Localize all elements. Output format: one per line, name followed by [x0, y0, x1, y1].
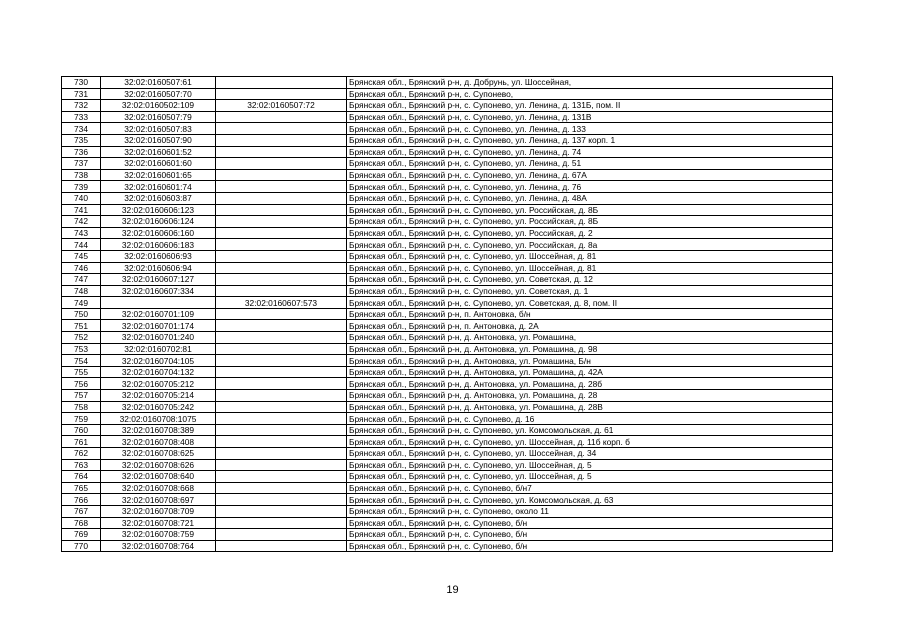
row-number-cell: 769 — [62, 529, 101, 541]
related-cadastral-number-cell — [216, 436, 347, 448]
address-cell: Брянская обл., Брянский р-н, с. Супонево, — [347, 88, 833, 100]
row-number-cell: 730 — [62, 77, 101, 89]
cadastral-number-cell: 32:02:0160708:640 — [101, 471, 216, 483]
table-row — [62, 459, 833, 471]
cadastral-number-cell: 32:02:0160701:109 — [101, 308, 216, 320]
table-row — [62, 401, 833, 413]
row-number-cell: 742 — [62, 216, 101, 228]
related-cadastral-number-cell — [216, 262, 347, 274]
related-cadastral-number-cell — [216, 274, 347, 286]
related-cadastral-number-cell — [216, 459, 347, 471]
row-number-cell: 735 — [62, 134, 101, 146]
cadastral-number-cell: 32:02:0160708:626 — [101, 459, 216, 471]
address-cell: Брянская обл., Брянский р-н, д. Антоновка, ул. Ромашина, Б/н — [347, 355, 833, 367]
address-cell: Брянская обл., Брянский р-н, д. Антоновка, ул. Ромашина, — [347, 332, 833, 344]
related-cadastral-number-cell — [216, 332, 347, 344]
table-row — [62, 158, 833, 170]
cadastral-number-cell: 32:02:0160606:124 — [101, 216, 216, 228]
cadastral-number-cell: 32:02:0160507:90 — [101, 134, 216, 146]
row-number-cell: 760 — [62, 424, 101, 436]
table-row — [62, 181, 833, 193]
address-cell: Брянская обл., Брянский р-н, с. Супонево, ул. Ленина, д. 131Б, пом. II — [347, 100, 833, 112]
cadastral-number-cell: 32:02:0160708:764 — [101, 540, 216, 552]
cadastral-number-cell: 32:02:0160603:87 — [101, 192, 216, 204]
row-number-cell: 741 — [62, 204, 101, 216]
related-cadastral-number-cell — [216, 471, 347, 483]
row-number-cell: 731 — [62, 88, 101, 100]
related-cadastral-number-cell — [216, 343, 347, 355]
table-row — [62, 505, 833, 517]
address-cell: Брянская обл., Брянский р-н, с. Супонево, ул. Ленина, д. 74 — [347, 146, 833, 158]
table-row — [62, 146, 833, 158]
address-cell: Брянская обл., Брянский р-н, с. Супонево, б/н — [347, 540, 833, 552]
cadastral-number-cell: 32:02:0160606:183 — [101, 239, 216, 251]
cadastral-number-cell: 32:02:0160705:242 — [101, 401, 216, 413]
related-cadastral-number-cell — [216, 111, 347, 123]
cadastral-number-cell: 32:02:0160507:83 — [101, 123, 216, 135]
address-cell: Брянская обл., Брянский р-н, д. Антоновка, ул. Ромашина, д. 28В — [347, 401, 833, 413]
row-number-cell: 753 — [62, 343, 101, 355]
related-cadastral-number-cell — [216, 123, 347, 135]
address-cell: Брянская обл., Брянский р-н, с. Супонево, ул. Шоссейная, д. 11б корп. б — [347, 436, 833, 448]
cadastral-number-cell: 32:02:0160708:759 — [101, 529, 216, 541]
table-row — [62, 366, 833, 378]
cadastral-number-cell: 32:02:0160502:109 — [101, 100, 216, 112]
table-row — [62, 529, 833, 541]
cadastral-number-cell: 32:02:0160606:93 — [101, 250, 216, 262]
table-row — [62, 308, 833, 320]
cadastral-number-cell: 32:02:0160705:214 — [101, 390, 216, 402]
cadastral-number-cell: 32:02:0160708:625 — [101, 448, 216, 460]
table-row — [62, 471, 833, 483]
related-cadastral-number-cell — [216, 424, 347, 436]
cadastral-number-cell: 32:02:0160708:721 — [101, 517, 216, 529]
address-cell: Брянская обл., Брянский р-н, с. Супонево, ул. Шоссейная, д. 81 — [347, 250, 833, 262]
related-cadastral-number-cell — [216, 227, 347, 239]
related-cadastral-number-cell: 32:02:0160507:72 — [216, 100, 347, 112]
table-row — [62, 413, 833, 425]
related-cadastral-number-cell — [216, 169, 347, 181]
table-body — [62, 77, 833, 552]
related-cadastral-number-cell — [216, 88, 347, 100]
cadastral-number-cell: 32:02:0160708:709 — [101, 505, 216, 517]
table-row — [62, 424, 833, 436]
table-row — [62, 517, 833, 529]
table-row — [62, 482, 833, 494]
table-row — [62, 297, 833, 309]
address-cell: Брянская обл., Брянский р-н, п. Антоновка, д. 2А — [347, 320, 833, 332]
table-row — [62, 285, 833, 297]
address-cell: Брянская обл., Брянский р-н, с. Супонево, ул. Шоссейная, д. 5 — [347, 459, 833, 471]
address-cell: Брянская обл., Брянский р-н, с. Супонево, ул. Шоссейная, д. 81 — [347, 262, 833, 274]
table-row — [62, 77, 833, 89]
related-cadastral-number-cell — [216, 529, 347, 541]
related-cadastral-number-cell — [216, 204, 347, 216]
cadastral-number-cell: 32:02:0160601:74 — [101, 181, 216, 193]
cadastral-number-cell: 32:02:0160607:334 — [101, 285, 216, 297]
cadastral-number-cell: 32:02:0160701:174 — [101, 320, 216, 332]
table-row — [62, 332, 833, 344]
cadastral-number-cell: 32:02:0160704:105 — [101, 355, 216, 367]
cadastral-number-cell: 32:02:0160606:123 — [101, 204, 216, 216]
address-cell: Брянская обл., Брянский р-н, с. Супонево, ул. Комсомольская, д. 63 — [347, 494, 833, 506]
row-number-cell: 756 — [62, 378, 101, 390]
related-cadastral-number-cell — [216, 285, 347, 297]
cadastral-number-cell: 32:02:0160708:389 — [101, 424, 216, 436]
address-cell: Брянская обл., Брянский р-н, с. Супонево, д. 16 — [347, 413, 833, 425]
table-row — [62, 448, 833, 460]
cadastral-number-cell: 32:02:0160705:212 — [101, 378, 216, 390]
related-cadastral-number-cell — [216, 413, 347, 425]
table-row — [62, 204, 833, 216]
address-cell: Брянская обл., Брянский р-н, с. Супонево, ул. Российская, д. 8Б — [347, 204, 833, 216]
table-row — [62, 343, 833, 355]
row-number-cell: 732 — [62, 100, 101, 112]
table-row — [62, 390, 833, 402]
page-number: 19 — [446, 584, 459, 596]
related-cadastral-number-cell — [216, 401, 347, 413]
row-number-cell: 767 — [62, 505, 101, 517]
row-number-cell: 749 — [62, 297, 101, 309]
cadastral-number-cell: 32:02:0160507:61 — [101, 77, 216, 89]
row-number-cell: 754 — [62, 355, 101, 367]
related-cadastral-number-cell — [216, 320, 347, 332]
related-cadastral-number-cell — [216, 216, 347, 228]
related-cadastral-number-cell — [216, 378, 347, 390]
cadastral-number-cell: 32:02:0160708:408 — [101, 436, 216, 448]
cadastral-number-cell: 32:02:0160708:697 — [101, 494, 216, 506]
table-row — [62, 494, 833, 506]
row-number-cell: 737 — [62, 158, 101, 170]
row-number-cell: 751 — [62, 320, 101, 332]
address-cell: Брянская обл., Брянский р-н, с. Супонево, ул. Ленина, д. 76 — [347, 181, 833, 193]
table-row — [62, 169, 833, 181]
table-row — [62, 111, 833, 123]
row-number-cell: 762 — [62, 448, 101, 460]
row-number-cell: 752 — [62, 332, 101, 344]
cadastral-number-cell: 32:02:0160606:160 — [101, 227, 216, 239]
row-number-cell: 757 — [62, 390, 101, 402]
property-table — [61, 76, 833, 552]
related-cadastral-number-cell — [216, 482, 347, 494]
row-number-cell: 745 — [62, 250, 101, 262]
related-cadastral-number-cell — [216, 134, 347, 146]
address-cell: Брянская обл., Брянский р-н, д. Антоновка, ул. Ромашина, д. 28б — [347, 378, 833, 390]
row-number-cell: 747 — [62, 274, 101, 286]
table-row — [62, 216, 833, 228]
cadastral-number-cell: 32:02:0160507:70 — [101, 88, 216, 100]
cadastral-number-cell: 32:02:0160708:668 — [101, 482, 216, 494]
row-number-cell: 746 — [62, 262, 101, 274]
address-cell: Брянская обл., Брянский р-н, с. Супонево, ул. Шоссейная, д. 5 — [347, 471, 833, 483]
cadastral-number-cell: 32:02:0160606:94 — [101, 262, 216, 274]
table-row — [62, 274, 833, 286]
address-cell: Брянская обл., Брянский р-н, с. Супонево, ул. Российская, д. 8а — [347, 239, 833, 251]
address-cell: Брянская обл., Брянский р-н, д. Антоновка, ул. Ромашина, д. 28 — [347, 390, 833, 402]
address-cell: Брянская обл., Брянский р-н, с. Супонево, ул. Ленина, д. 51 — [347, 158, 833, 170]
table-row — [62, 123, 833, 135]
address-cell: Брянская обл., Брянский р-н, с. Супонево, б/н — [347, 529, 833, 541]
address-cell: Брянская обл., Брянский р-н, с. Супонево, ул. Российская, д. 8Б — [347, 216, 833, 228]
related-cadastral-number-cell — [216, 146, 347, 158]
row-number-cell: 770 — [62, 540, 101, 552]
row-number-cell: 734 — [62, 123, 101, 135]
cadastral-number-cell: 32:02:0160701:240 — [101, 332, 216, 344]
row-number-cell: 763 — [62, 459, 101, 471]
related-cadastral-number-cell — [216, 181, 347, 193]
row-number-cell: 743 — [62, 227, 101, 239]
row-number-cell: 761 — [62, 436, 101, 448]
related-cadastral-number-cell — [216, 355, 347, 367]
table-row — [62, 134, 833, 146]
row-number-cell: 758 — [62, 401, 101, 413]
address-cell: Брянская обл., Брянский р-н, с. Супонево, ул. Российская, д. 2 — [347, 227, 833, 239]
related-cadastral-number-cell — [216, 505, 347, 517]
cadastral-number-cell: 32:02:0160708:1075 — [101, 413, 216, 425]
table-row — [62, 88, 833, 100]
row-number-cell: 759 — [62, 413, 101, 425]
row-number-cell: 765 — [62, 482, 101, 494]
related-cadastral-number-cell — [216, 192, 347, 204]
cadastral-number-cell: 32:02:0160702:81 — [101, 343, 216, 355]
related-cadastral-number-cell — [216, 158, 347, 170]
row-number-cell: 748 — [62, 285, 101, 297]
cadastral-number-cell: 32:02:0160507:79 — [101, 111, 216, 123]
address-cell: Брянская обл., Брянский р-н, с. Супонево, ул. Ленина, д. 48А — [347, 192, 833, 204]
cadastral-number-cell — [101, 297, 216, 309]
related-cadastral-number-cell — [216, 540, 347, 552]
row-number-cell: 739 — [62, 181, 101, 193]
row-number-cell: 740 — [62, 192, 101, 204]
related-cadastral-number-cell — [216, 517, 347, 529]
address-cell: Брянская обл., Брянский р-н, с. Супонево, ул. Ленина, д. 67А — [347, 169, 833, 181]
address-cell: Брянская обл., Брянский р-н, с. Супонево, б/н7 — [347, 482, 833, 494]
address-cell: Брянская обл., Брянский р-н, д. Антоновка, ул. Ромашина, д. 98 — [347, 343, 833, 355]
address-cell: Брянская обл., Брянский р-н, п. Антоновка, б/н — [347, 308, 833, 320]
address-cell: Брянская обл., Брянский р-н, с. Супонево, ул. Шоссейная, д. 34 — [347, 448, 833, 460]
cadastral-number-cell: 32:02:0160607:127 — [101, 274, 216, 286]
address-cell: Брянская обл., Брянский р-н, с. Супонево, б/н — [347, 517, 833, 529]
address-cell: Брянская обл., Брянский р-н, с. Супонево, ул. Советская, д. 12 — [347, 274, 833, 286]
row-number-cell: 750 — [62, 308, 101, 320]
related-cadastral-number-cell — [216, 239, 347, 251]
table-row — [62, 262, 833, 274]
related-cadastral-number-cell — [216, 390, 347, 402]
address-cell: Брянская обл., Брянский р-н, с. Супонево, около 11 — [347, 505, 833, 517]
cadastral-number-cell: 32:02:0160704:132 — [101, 366, 216, 378]
table-row — [62, 436, 833, 448]
cadastral-number-cell: 32:02:0160601:60 — [101, 158, 216, 170]
related-cadastral-number-cell — [216, 250, 347, 262]
table-row — [62, 250, 833, 262]
row-number-cell: 744 — [62, 239, 101, 251]
cadastral-number-cell: 32:02:0160601:52 — [101, 146, 216, 158]
row-number-cell: 768 — [62, 517, 101, 529]
row-number-cell: 736 — [62, 146, 101, 158]
address-cell: Брянская обл., Брянский р-н, с. Супонево, ул. Советская, д. 1 — [347, 285, 833, 297]
table-row — [62, 192, 833, 204]
address-cell: Брянская обл., Брянский р-н, с. Супонево, ул. Ленина, д. 131В — [347, 111, 833, 123]
related-cadastral-number-cell — [216, 366, 347, 378]
row-number-cell: 755 — [62, 366, 101, 378]
related-cadastral-number-cell — [216, 448, 347, 460]
address-cell: Брянская обл., Брянский р-н, с. Супонево, ул. Ленина, д. 133 — [347, 123, 833, 135]
address-cell: Брянская обл., Брянский р-н, д. Добрунь, ул. Шоссейная, — [347, 77, 833, 89]
row-number-cell: 764 — [62, 471, 101, 483]
address-cell: Брянская обл., Брянский р-н, с. Супонево, ул. Ленина, д. 137 корп. 1 — [347, 134, 833, 146]
row-number-cell: 738 — [62, 169, 101, 181]
related-cadastral-number-cell — [216, 308, 347, 320]
row-number-cell: 766 — [62, 494, 101, 506]
related-cadastral-number-cell: 32:02:0160607:573 — [216, 297, 347, 309]
table-row — [62, 239, 833, 251]
cadastral-number-cell: 32:02:0160601:65 — [101, 169, 216, 181]
row-number-cell: 733 — [62, 111, 101, 123]
table-row — [62, 320, 833, 332]
related-cadastral-number-cell — [216, 494, 347, 506]
table-row — [62, 227, 833, 239]
address-cell: Брянская обл., Брянский р-н, д. Антоновка, ул. Ромашина, д. 42А — [347, 366, 833, 378]
table-row — [62, 540, 833, 552]
address-cell: Брянская обл., Брянский р-н, с. Супонево, ул. Советская, д. 8, пом. II — [347, 297, 833, 309]
related-cadastral-number-cell — [216, 77, 347, 89]
table-row — [62, 355, 833, 367]
table-row — [62, 378, 833, 390]
table-row — [62, 100, 833, 112]
address-cell: Брянская обл., Брянский р-н, с. Супонево, ул. Комсомольская, д. 61 — [347, 424, 833, 436]
